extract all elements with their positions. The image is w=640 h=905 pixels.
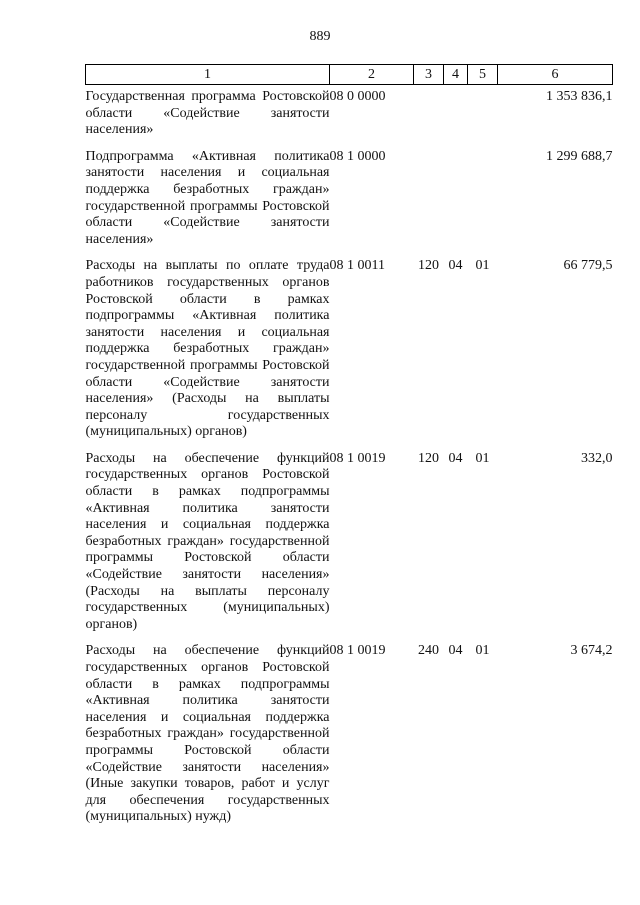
- row-name: Подпрограмма «Активная политика занятости населения и социальная поддержка безработных граждан» государственной программы Ростовской области «Содействие занятости населения»: [85, 148, 330, 247]
- column-header-5: 5: [468, 65, 498, 85]
- row-col3: 120: [418, 258, 439, 274]
- table-row: [86, 85, 613, 145]
- table-row: [86, 639, 613, 832]
- column-header-2: 2: [330, 65, 414, 85]
- row-code: 08 1 0019: [329, 450, 386, 466]
- row-col5: [468, 85, 498, 145]
- row-col3: 120: [418, 450, 439, 466]
- row-code: 08 0 0000: [329, 89, 386, 104]
- row-name: Расходы на обеспечение функций государственных органов Ростовской области в рамках подпрограммы «Активная политика занятости населения и социальная поддержка безработных граждан» государственной программы Ростовской области «Содействие занятости населения» (Расходы на выплаты персоналу государственных (муниципальных) органов): [85, 450, 330, 632]
- column-header-4: 4: [444, 65, 468, 85]
- row-amount: 1 299 688,7: [546, 148, 613, 164]
- row-col3: 240: [418, 643, 439, 659]
- row-col4: [444, 145, 468, 255]
- row-name: Государственная программа Ростовской области «Содействие занятости населения»: [85, 89, 330, 138]
- table-row: [86, 447, 613, 640]
- table-row: [86, 145, 613, 255]
- row-col3: [414, 145, 444, 255]
- row-col4: 04: [448, 643, 463, 659]
- table-row: [86, 254, 613, 447]
- row-code: 08 1 0019: [329, 643, 386, 659]
- column-header-1: 1: [86, 65, 330, 85]
- column-header-6: 6: [498, 65, 613, 85]
- row-amount: 332,0: [581, 450, 613, 466]
- row-name: Расходы на обеспечение функций государственных органов Ростовской области в рамках подпрограммы «Активная политика занятости населения и социальная поддержка безработных граждан» государственной программы Ростовской области «Содействие занятости населения» (Иные закупки товаров, работ и услуг для обеспечения государственных (муниципальных) нужд): [85, 643, 330, 825]
- row-col5: 01: [475, 643, 490, 659]
- table-header-row: [86, 65, 613, 85]
- row-code: 08 1 0011: [329, 258, 385, 274]
- row-col4: [444, 85, 468, 145]
- row-amount: 66 779,5: [563, 258, 613, 274]
- row-col4: 04: [448, 258, 463, 274]
- row-col5: 01: [475, 258, 490, 274]
- row-col3: [414, 85, 444, 145]
- column-header-3: 3: [414, 65, 444, 85]
- page-number: 889: [309, 29, 331, 44]
- row-col4: 04: [448, 450, 463, 466]
- row-name: Расходы на выплаты по оплате труда работников государственных органов Ростовской области в рамках подпрограммы «Активная политика занятости населения и социальная поддержка безработных граждан» государственной программы Ростовской области «Содействие занятости населения» (Расходы на выплаты персоналу государственных (муниципальных) органов): [85, 258, 330, 440]
- row-col5: [468, 145, 498, 255]
- row-amount: 3 674,2: [570, 643, 613, 659]
- row-amount: 1 353 836,1: [546, 89, 613, 104]
- row-code: 08 1 0000: [329, 148, 386, 164]
- row-col5: 01: [475, 450, 490, 466]
- budget-table: [85, 64, 613, 832]
